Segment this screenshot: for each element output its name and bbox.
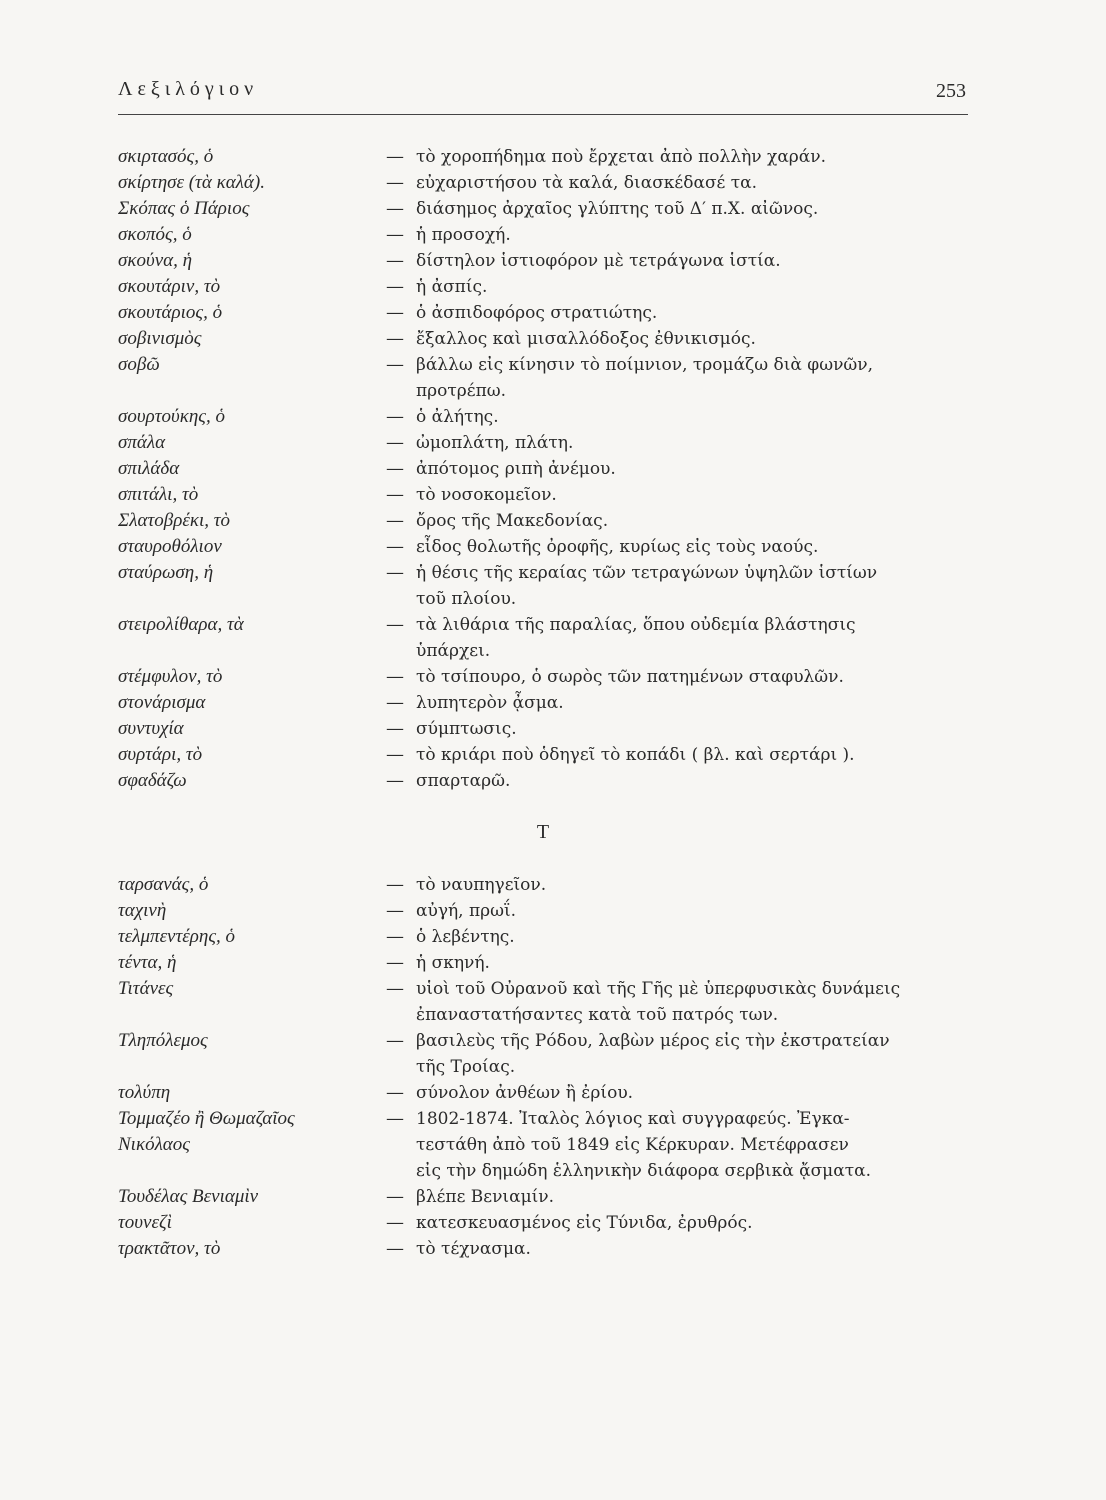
- dictionary-entry: [118, 248, 968, 274]
- entry-dash: —: [386, 328, 404, 349]
- entry-definition: [416, 482, 968, 508]
- entry-definition: [416, 404, 968, 430]
- entry-dash: —: [386, 978, 404, 999]
- dictionary-entry: [118, 430, 968, 456]
- entry-dash: —: [386, 354, 404, 375]
- entry-term: Νικόλαος: [118, 1134, 190, 1155]
- definition-line: υἱοὶ τοῦ Οὐρανοῦ καὶ τῆς Γῆς μὲ ὑπερφυσικὰς δυνάμεις: [416, 979, 901, 999]
- entry-definition: [416, 1106, 968, 1132]
- definition-line: δίστηλον ἱστιοφόρον μὲ τετράγωνα ἱστία.: [416, 251, 781, 271]
- entry-dash: —: [386, 302, 404, 323]
- entry-term: σκιρτασός, ὁ: [118, 146, 214, 167]
- entry-term: σκούνα, ἡ: [118, 250, 193, 271]
- entry-definition: [416, 300, 968, 326]
- entry-definition: [416, 274, 968, 300]
- entry-term: σκοπός, ὁ: [118, 224, 192, 245]
- dictionary-entry: [118, 898, 968, 924]
- entry-definition: [416, 144, 968, 170]
- entry-definition: [416, 950, 968, 976]
- page-header: [118, 78, 968, 115]
- entry-definition: [416, 534, 968, 560]
- definition-line: τὸ τέχνασμα.: [416, 1239, 531, 1259]
- entry-dash: —: [386, 172, 404, 193]
- entry-dash: —: [386, 926, 404, 947]
- dictionary-entry: [118, 300, 968, 326]
- entry-definition: [416, 508, 968, 534]
- dictionary-entry: [118, 352, 968, 404]
- entry-dash: —: [386, 1030, 404, 1051]
- entry-dash: —: [386, 900, 404, 921]
- entry-definition: [416, 196, 968, 222]
- definition-line: βλέπε Βενιαμίν.: [416, 1187, 555, 1207]
- definition-line: τὸ νοσοκομεῖον.: [416, 485, 557, 505]
- entry-dash: —: [386, 484, 404, 505]
- entry-definition: [416, 612, 968, 664]
- entry-term: σπιλάδα: [118, 458, 180, 479]
- definition-line: ὄρος τῆς Μακεδονίας.: [416, 511, 609, 531]
- definition-line: 1802-1874. Ἰταλὸς λόγιος καὶ συγγραφεύς. Ἐγκα-: [416, 1109, 850, 1129]
- definition-line: ὑπάρχει.: [416, 641, 491, 661]
- entry-term: Τομμαζέο ἢ Θωμαζαῖος: [118, 1108, 295, 1129]
- entry-definition: [416, 326, 968, 352]
- entry-term: συντυχία: [118, 718, 184, 739]
- definition-line: ἡ ἀσπίς.: [416, 277, 488, 297]
- definition-line: κατεσκευασμένος εἰς Τύνιδα, ἐρυθρός.: [416, 1213, 753, 1233]
- page-number: 253: [936, 80, 966, 102]
- entry-definition: [416, 248, 968, 274]
- definition-line: σύμπτωσις.: [416, 719, 517, 739]
- entries-section-s: [118, 144, 968, 794]
- entry-dash: —: [386, 692, 404, 713]
- entry-term: σουρτούκης, ὁ: [118, 406, 225, 427]
- entry-term: Τουδέλας Βενιαμὶν: [118, 1186, 259, 1207]
- definition-line: τὰ λιθάρια τῆς παραλίας, ὅπου οὐδεμία βλάστησις: [416, 615, 856, 635]
- definition-line: προτρέπω.: [416, 381, 507, 401]
- entry-term: σταύρωση, ἡ: [118, 562, 214, 583]
- dictionary-entry: [118, 404, 968, 430]
- entry-term: Τιτάνες: [118, 978, 174, 999]
- dictionary-entry: [118, 872, 968, 898]
- dictionary-entry: [118, 716, 968, 742]
- entry-term: σοβινισμὸς: [118, 328, 202, 349]
- entry-definition: [416, 768, 968, 794]
- entry-dash: —: [386, 406, 404, 427]
- entry-term: σφαδάζω: [118, 770, 187, 791]
- entries-section-t: [118, 872, 968, 1262]
- definition-line: βασιλεὺς τῆς Ρόδου, λαβὼν μέρος εἰς τὴν ἐκστρατείαν: [416, 1031, 890, 1051]
- dictionary-entry: [118, 1106, 968, 1132]
- dictionary-entry: [118, 456, 968, 482]
- dictionary-entry: [118, 664, 968, 690]
- entry-dash: —: [386, 718, 404, 739]
- definition-line: ἔξαλλος καὶ μισαλλόδοξος ἐθνικισμός.: [416, 329, 756, 349]
- entry-dash: —: [386, 562, 404, 583]
- entry-dash: —: [386, 1186, 404, 1207]
- definition-line: τὸ κριάρι ποὺ ὁδηγεῖ τὸ κοπάδι ( βλ. καὶ σερτάρι ).: [416, 745, 855, 765]
- entry-definition: [416, 352, 968, 404]
- dictionary-entry: [118, 534, 968, 560]
- dictionary-entry: [118, 1080, 968, 1106]
- entry-term: τουνεζὶ: [118, 1212, 172, 1233]
- entry-dash: —: [386, 744, 404, 765]
- dictionary-page: [118, 78, 968, 1262]
- definition-line: εὐχαριστήσου τὰ καλά, διασκέδασέ τα.: [416, 173, 758, 193]
- entry-definition: [416, 924, 968, 950]
- definition-line: εἶδος θολωτῆς ὀροφῆς, κυρίως εἰς τοὺς ναούς.: [416, 537, 819, 557]
- entry-definition: [416, 456, 968, 482]
- definition-line: ἐπαναστατήσαντες κατὰ τοῦ πατρός των.: [416, 1005, 779, 1025]
- definition-line: σύνολον ἀνθέων ἢ ἐρίου.: [416, 1083, 634, 1103]
- entry-term: σκουτάριν, τὸ: [118, 276, 221, 297]
- dictionary-entry: [118, 144, 968, 170]
- entry-definition: [416, 1184, 968, 1210]
- entry-term: τολύπη: [118, 1082, 171, 1103]
- entry-dash: —: [386, 666, 404, 687]
- entry-term: σοβῶ: [118, 354, 160, 375]
- dictionary-entry: [118, 1184, 968, 1210]
- entry-term: Σλατοβρέκι, τὸ: [118, 510, 231, 531]
- running-title: Λεξιλόγιον: [118, 78, 259, 100]
- dictionary-entry: [118, 612, 968, 664]
- dictionary-entry: [118, 950, 968, 976]
- entry-term: στέμφυλον, τὸ: [118, 666, 223, 687]
- dictionary-entry: [118, 508, 968, 534]
- entry-dash: —: [386, 770, 404, 791]
- entry-term: ταρσανάς, ὁ: [118, 874, 209, 895]
- entry-definition: [416, 430, 968, 456]
- section-letter-t: Τ: [536, 821, 550, 843]
- dictionary-entry: [118, 742, 968, 768]
- dictionary-entry: [118, 560, 968, 612]
- definition-line: εἰς τὴν δημώδη ἑλληνικὴν διάφορα σερβικὰ ᾄσματα.: [416, 1161, 871, 1181]
- entry-term: σκίρτησε (τὰ καλά).: [118, 172, 265, 193]
- entry-dash: —: [386, 224, 404, 245]
- entry-definition: [416, 170, 968, 196]
- definition-line: ἡ σκηνή.: [416, 953, 490, 973]
- entry-dash: —: [386, 198, 404, 219]
- dictionary-entry: [118, 976, 968, 1028]
- dictionary-entry: [118, 196, 968, 222]
- entry-definition: [416, 976, 968, 1028]
- entry-term: τρακτᾶτον, τὸ: [118, 1238, 221, 1259]
- dictionary-entry: [118, 274, 968, 300]
- entry-dash: —: [386, 1212, 404, 1233]
- entry-definition: [416, 222, 968, 248]
- entry-dash: —: [386, 1108, 404, 1129]
- entry-term: τέντα, ἡ: [118, 952, 177, 973]
- entry-dash: [386, 1132, 416, 1184]
- entry-definition: [416, 664, 968, 690]
- entry-definition: [416, 1210, 968, 1236]
- entry-definition: [416, 1132, 968, 1184]
- dictionary-entry: [118, 1210, 968, 1236]
- entry-term: σταυροθόλιον: [118, 536, 222, 557]
- definition-line: τοῦ πλοίου.: [416, 589, 517, 609]
- entry-dash: —: [386, 536, 404, 557]
- entry-dash: —: [386, 952, 404, 973]
- definition-line: τῆς Τροίας.: [416, 1057, 516, 1077]
- entry-term: σπάλα: [118, 432, 166, 453]
- definition-line: λυπητερὸν ᾆσμα.: [416, 693, 564, 713]
- entry-term: ταχινὴ: [118, 900, 167, 921]
- definition-line: ἡ θέσις τῆς κεραίας τῶν τετραγώνων ὑψηλῶν ἱστίων: [416, 563, 878, 583]
- definition-line: τὸ χοροπήδημα ποὺ ἔρχεται ἀπὸ πολλὴν χαράν.: [416, 147, 827, 167]
- entry-definition: [416, 742, 968, 768]
- definition-line: ἡ προσοχή.: [416, 225, 511, 245]
- entry-dash: —: [386, 432, 404, 453]
- definition-line: τὸ τσίπουρο, ὁ σωρὸς τῶν πατημένων σταφυλῶν.: [416, 667, 844, 687]
- definition-line: αὐγή, πρωΐ.: [416, 901, 517, 921]
- entry-definition: [416, 1028, 968, 1080]
- entry-term: στειρολίθαρα, τὰ: [118, 614, 244, 635]
- dictionary-entry: [118, 482, 968, 508]
- entry-dash: —: [386, 458, 404, 479]
- entry-term: Σκόπας ὁ Πάριος: [118, 198, 250, 219]
- dictionary-entry: [118, 1132, 968, 1184]
- dictionary-entry: [118, 170, 968, 196]
- dictionary-entry: [118, 1236, 968, 1262]
- entry-dash: —: [386, 874, 404, 895]
- dictionary-entry: [118, 768, 968, 794]
- entry-dash: —: [386, 614, 404, 635]
- definition-line: διάσημος ἀρχαῖος γλύπτης τοῦ Δ′ π.Χ. αἰῶνος.: [416, 199, 819, 219]
- entry-dash: —: [386, 510, 404, 531]
- entry-dash: —: [386, 146, 404, 167]
- definition-line: σπαρταρῶ.: [416, 771, 511, 791]
- entry-term: στονάρισμα: [118, 692, 206, 713]
- entry-dash: —: [386, 250, 404, 271]
- definition-line: ὠμοπλάτη, πλάτη.: [416, 433, 574, 453]
- dictionary-entry: [118, 222, 968, 248]
- entry-term: σκουτάριος, ὁ: [118, 302, 223, 323]
- definition-line: τεστάθη ἀπὸ τοῦ 1849 εἰς Κέρκυραν. Μετέφρασεν: [416, 1135, 849, 1155]
- definition-line: ἀπότομος ριπὴ ἀνέμου.: [416, 459, 616, 479]
- definition-line: βάλλω εἰς κίνησιν τὸ ποίμνιον, τρομάζω διὰ φωνῶν,: [416, 355, 874, 375]
- entry-definition: [416, 690, 968, 716]
- entry-term: συρτάρι, τὸ: [118, 744, 203, 765]
- dictionary-entry: [118, 924, 968, 950]
- entry-definition: [416, 1080, 968, 1106]
- entry-definition: [416, 560, 968, 612]
- dictionary-entry: [118, 690, 968, 716]
- definition-line: ὁ λεβέντης.: [416, 927, 515, 947]
- entry-dash: —: [386, 1238, 404, 1259]
- definition-line: τὸ ναυπηγεῖον.: [416, 875, 547, 895]
- entry-term: τελμπεντέρης, ὁ: [118, 926, 236, 947]
- entry-term: Τληπόλεμος: [118, 1030, 208, 1051]
- entry-term: σπιτάλι, τὸ: [118, 484, 199, 505]
- entry-definition: [416, 716, 968, 742]
- entry-dash: —: [386, 1082, 404, 1103]
- entry-dash: —: [386, 276, 404, 297]
- entry-definition: [416, 898, 968, 924]
- entry-definition: [416, 1236, 968, 1262]
- definition-line: ὁ ἀλήτης.: [416, 407, 499, 427]
- entry-definition: [416, 872, 968, 898]
- definition-line: ὁ ἀσπιδοφόρος στρατιώτης.: [416, 303, 658, 323]
- dictionary-entry: [118, 326, 968, 352]
- dictionary-entry: [118, 1028, 968, 1080]
